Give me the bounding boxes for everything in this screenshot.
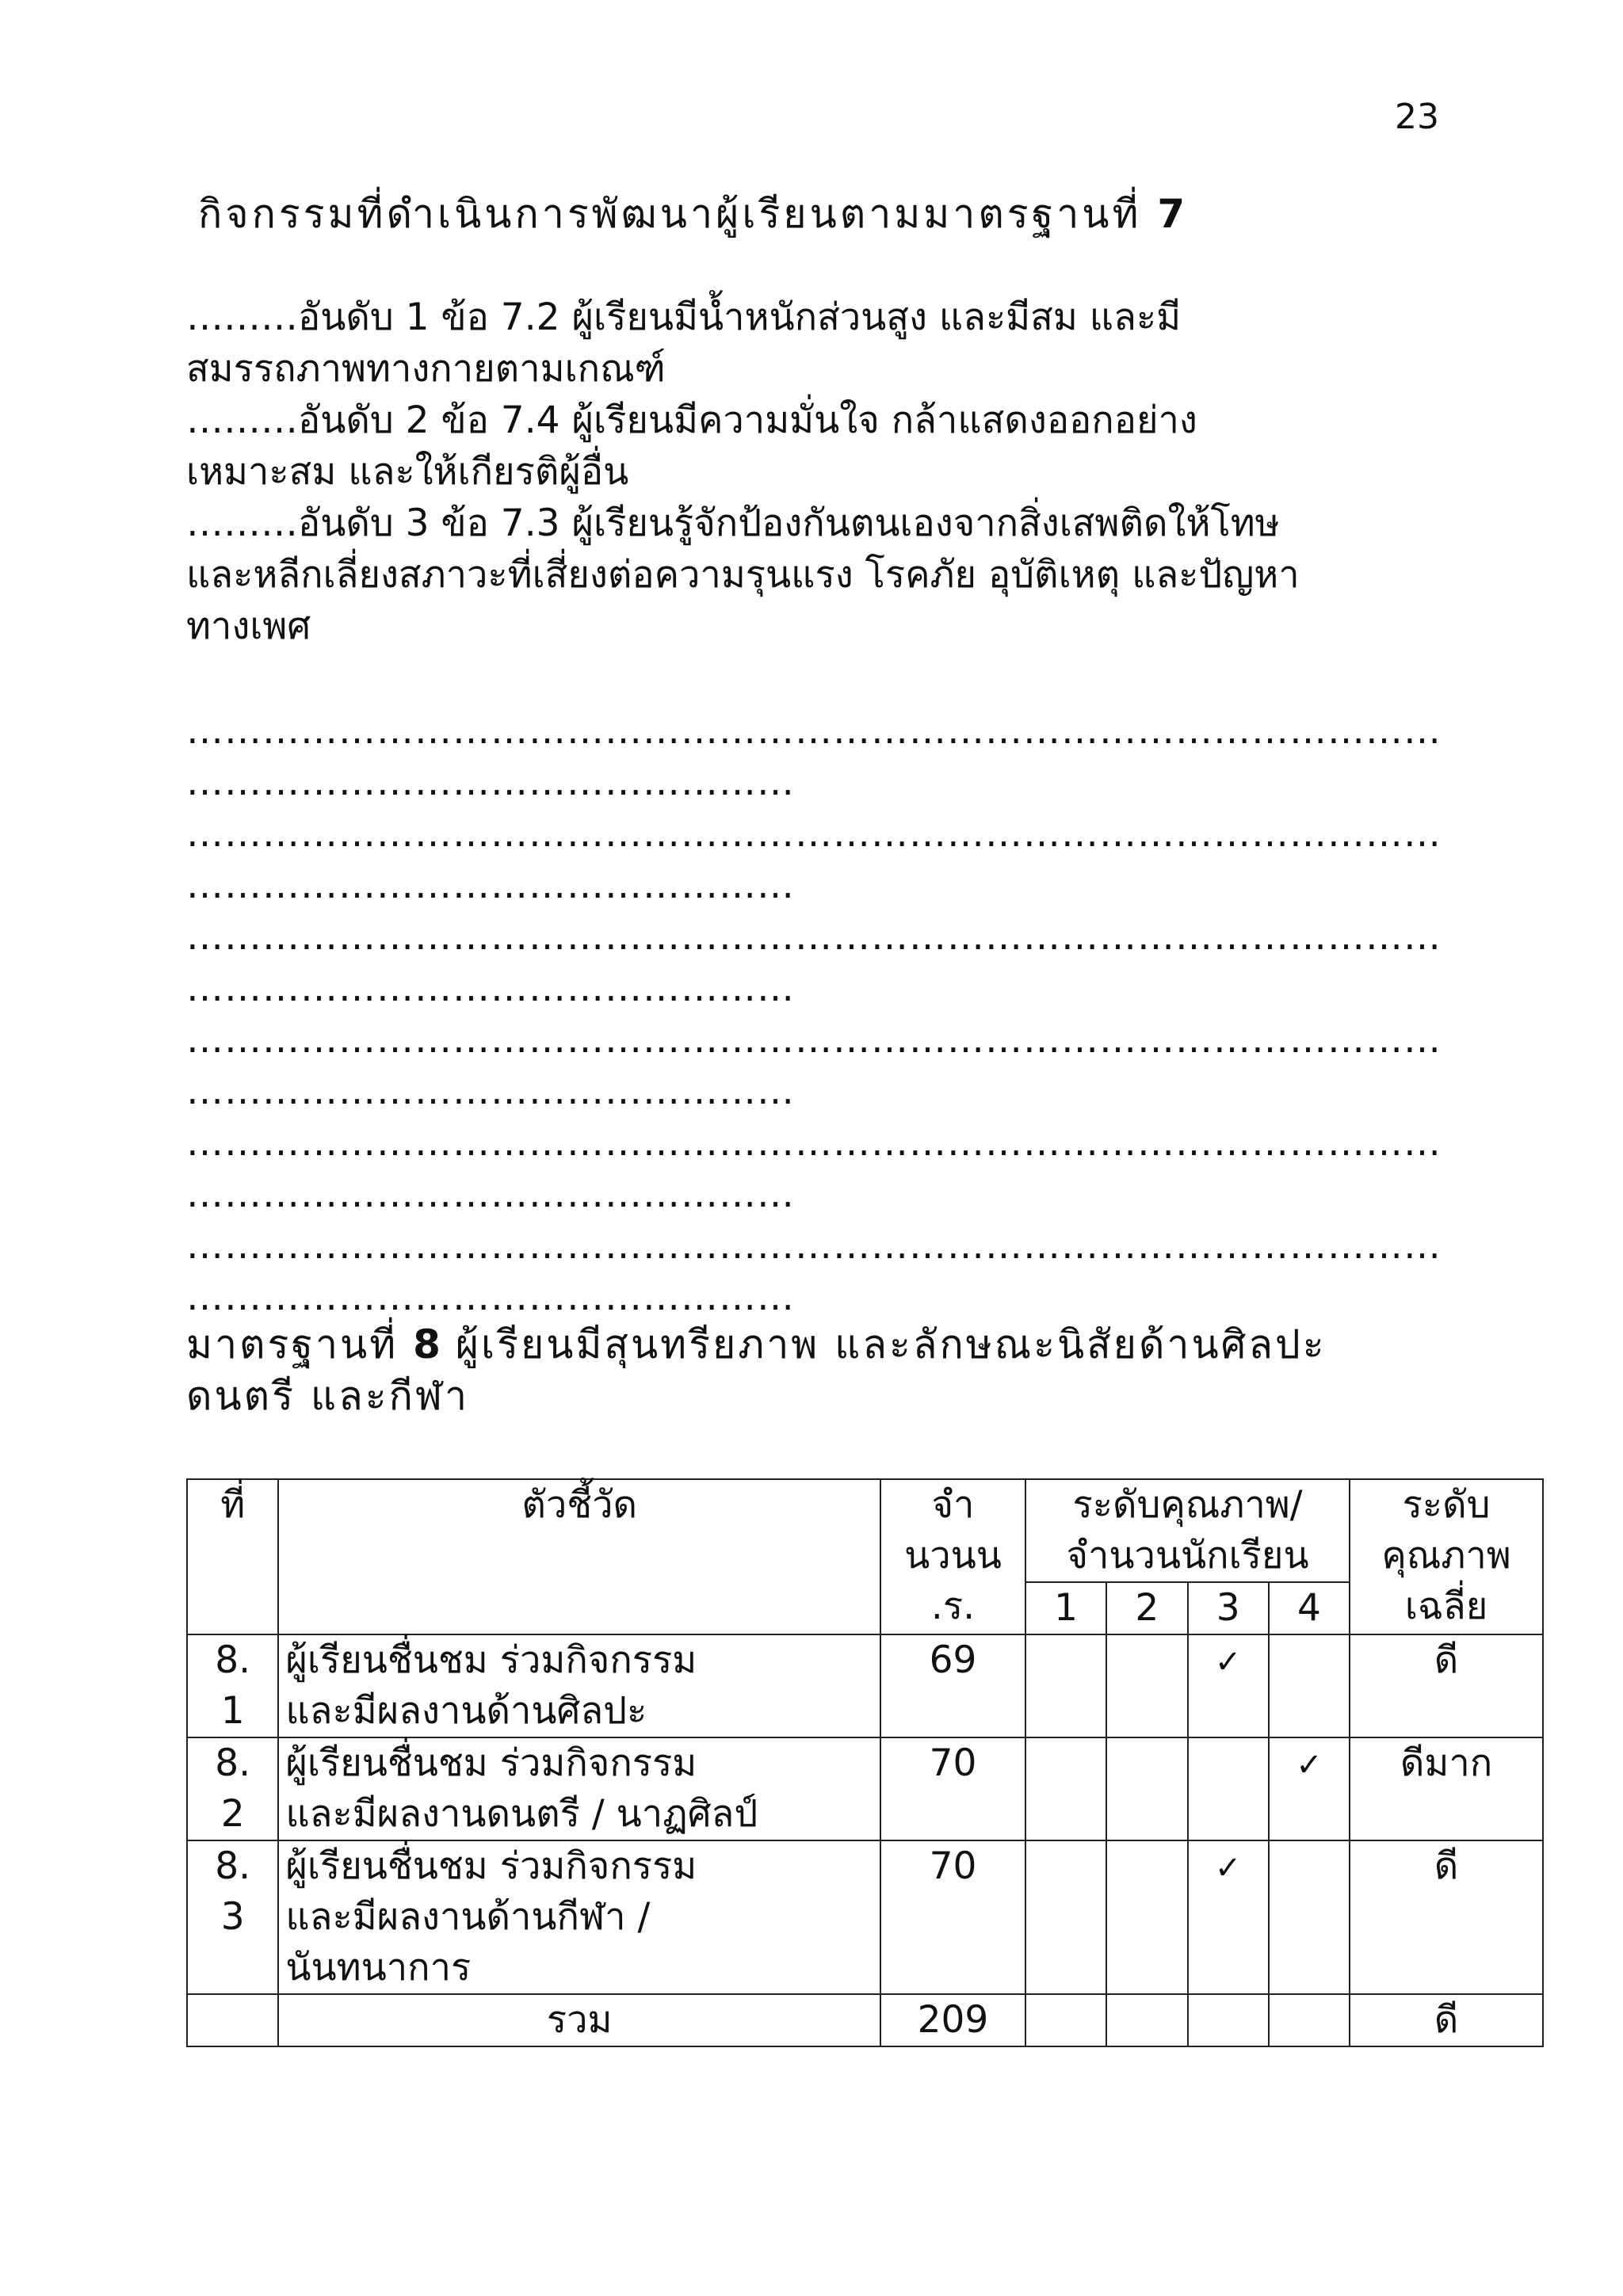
header-no: ที่	[187, 1479, 278, 1634]
fill-in-dotted-lines	[186, 705, 1470, 1323]
row-level-3	[1188, 1840, 1269, 1994]
check-mark-icon: ✓	[1214, 1644, 1242, 1680]
check-mark-icon: ✓	[1296, 1747, 1323, 1783]
standard-8-number: 8	[413, 1322, 441, 1367]
dotted-line-long: ………………………………………………………………………………………	[186, 1018, 1442, 1062]
standard-8-line-2: ดนตรี และกีฬา	[186, 1373, 470, 1419]
table-row	[187, 1737, 1543, 1840]
row-number: 8. 3	[187, 1840, 278, 1994]
rank-line: และหลีกเลี่ยงสภาวะที่เสี่ยงต่อความรุนแรง โรคภัย อุบัติเหตุ และปัญหา	[186, 553, 1300, 597]
row-average: ดีมาก	[1350, 1737, 1543, 1840]
table-row	[187, 1840, 1543, 1994]
row-indicator: ผู้เรียนชื่นชม ร่วมกิจกรรม และมีผลงานดนตรี / นาฏศิลป์	[278, 1737, 880, 1840]
row-level-1	[1025, 1737, 1106, 1840]
table-total-row	[187, 1994, 1543, 2046]
row-level-4	[1269, 1737, 1350, 1840]
table-row	[187, 1634, 1543, 1737]
row-average: ดี	[1350, 1840, 1543, 1994]
rank-line: ………อันดับ 1 ข้อ 7.2 ผู้เรียนมีน้ำหนักส่วนสูง และมีสม และมี	[186, 296, 1182, 339]
rank-line: เหมาะสม และให้เกียรติผู้อื่น	[186, 450, 629, 494]
dotted-line-long: ………………………………………………………………………………………	[186, 1121, 1442, 1165]
dotted-line-short: …………………………………………	[186, 761, 795, 804]
row-level-4	[1269, 1840, 1350, 1994]
row-average: ดี	[1350, 1634, 1543, 1737]
dotted-line-short: …………………………………………	[186, 1276, 795, 1319]
rank-line: ทางเพศ	[186, 605, 311, 648]
activity-heading-standard-number: 7	[1157, 191, 1186, 237]
header-level-3: 3	[1188, 1582, 1269, 1634]
total-level-1	[1025, 1994, 1106, 2046]
header-level-4: 4	[1269, 1582, 1350, 1634]
row-indicator: ผู้เรียนชื่นชม ร่วมกิจกรรม และมีผลงานด้านศิลปะ	[278, 1634, 880, 1737]
row-level-3	[1188, 1634, 1269, 1737]
page-number: 23	[1395, 97, 1439, 137]
row-count: 69	[880, 1634, 1025, 1737]
row-number: 8. 2	[187, 1737, 278, 1840]
total-average: ดี	[1350, 1994, 1543, 2046]
standard-8-title: ผู้เรียนมีสุนทรียภาพ และลักษณะนิสัยด้านศิลปะ	[440, 1322, 1327, 1367]
header-quality-level: ระดับคุณภาพ/ จำนวนนักเรียน	[1025, 1479, 1350, 1582]
dotted-line-short: …………………………………………	[186, 1173, 795, 1216]
total-count: 209	[880, 1994, 1025, 2046]
row-level-3	[1188, 1737, 1269, 1840]
header-level-1: 1	[1025, 1582, 1106, 1634]
dotted-line-long: ………………………………………………………………………………………	[186, 1224, 1442, 1268]
rank-line: ………อันดับ 2 ข้อ 7.4 ผู้เรียนมีความมั่นใจ กล้าแสดงออกอย่าง	[186, 399, 1197, 442]
total-level-4	[1269, 1994, 1350, 2046]
check-mark-icon: ✓	[1214, 1850, 1242, 1886]
row-level-2	[1106, 1737, 1187, 1840]
dotted-line-long: ………………………………………………………………………………………	[186, 709, 1442, 753]
total-row-number	[187, 1994, 278, 2046]
standard-8-line-1	[186, 1319, 1470, 1371]
activity-heading-text: กิจกรรมที่ดำเนินการพัฒนาผู้เรียนตามมาตรฐานที่	[198, 191, 1158, 237]
header-indicator: ตัวชี้วัด	[278, 1479, 880, 1634]
activity-heading	[198, 189, 1466, 239]
rank-line: ………อันดับ 3 ข้อ 7.3 ผู้เรียนรู้จักป้องกันตนเองจากสิ่งเสพติดให้โทษ	[186, 502, 1280, 545]
row-level-2	[1106, 1840, 1187, 1994]
row-level-1	[1025, 1634, 1106, 1737]
dotted-line-short: …………………………………………	[186, 1070, 795, 1113]
dotted-line-short: …………………………………………	[186, 864, 795, 907]
standard-8-heading	[186, 1319, 1470, 1422]
standard-8-prefix: มาตรฐานที่	[186, 1322, 414, 1367]
header-level-2: 2	[1106, 1582, 1187, 1634]
total-level-3	[1188, 1994, 1269, 2046]
row-number: 8. 1	[187, 1634, 278, 1737]
dotted-line-short: …………………………………………	[186, 967, 795, 1010]
dotted-line-long: ………………………………………………………………………………………	[186, 812, 1442, 856]
row-count: 70	[880, 1840, 1025, 1994]
header-average-quality: ระดับ คุณภาพ เฉลี่ย	[1350, 1479, 1543, 1634]
header-student-count: จำ นวนน .ร.	[880, 1479, 1025, 1634]
total-label: รวม	[278, 1994, 880, 2046]
indicator-table	[186, 1478, 1544, 2047]
rank-line: สมรรถภาพทางกายตามเกณฑ์	[186, 347, 666, 391]
row-indicator: ผู้เรียนชื่นชม ร่วมกิจกรรม และมีผลงานด้านกีฬา / นันทนาการ	[278, 1840, 880, 1994]
rank-list	[186, 292, 1470, 652]
row-level-1	[1025, 1840, 1106, 1994]
row-level-4	[1269, 1634, 1350, 1737]
dotted-line-long: ………………………………………………………………………………………	[186, 915, 1442, 959]
total-level-2	[1106, 1994, 1187, 2046]
row-level-2	[1106, 1634, 1187, 1737]
row-count: 70	[880, 1737, 1025, 1840]
